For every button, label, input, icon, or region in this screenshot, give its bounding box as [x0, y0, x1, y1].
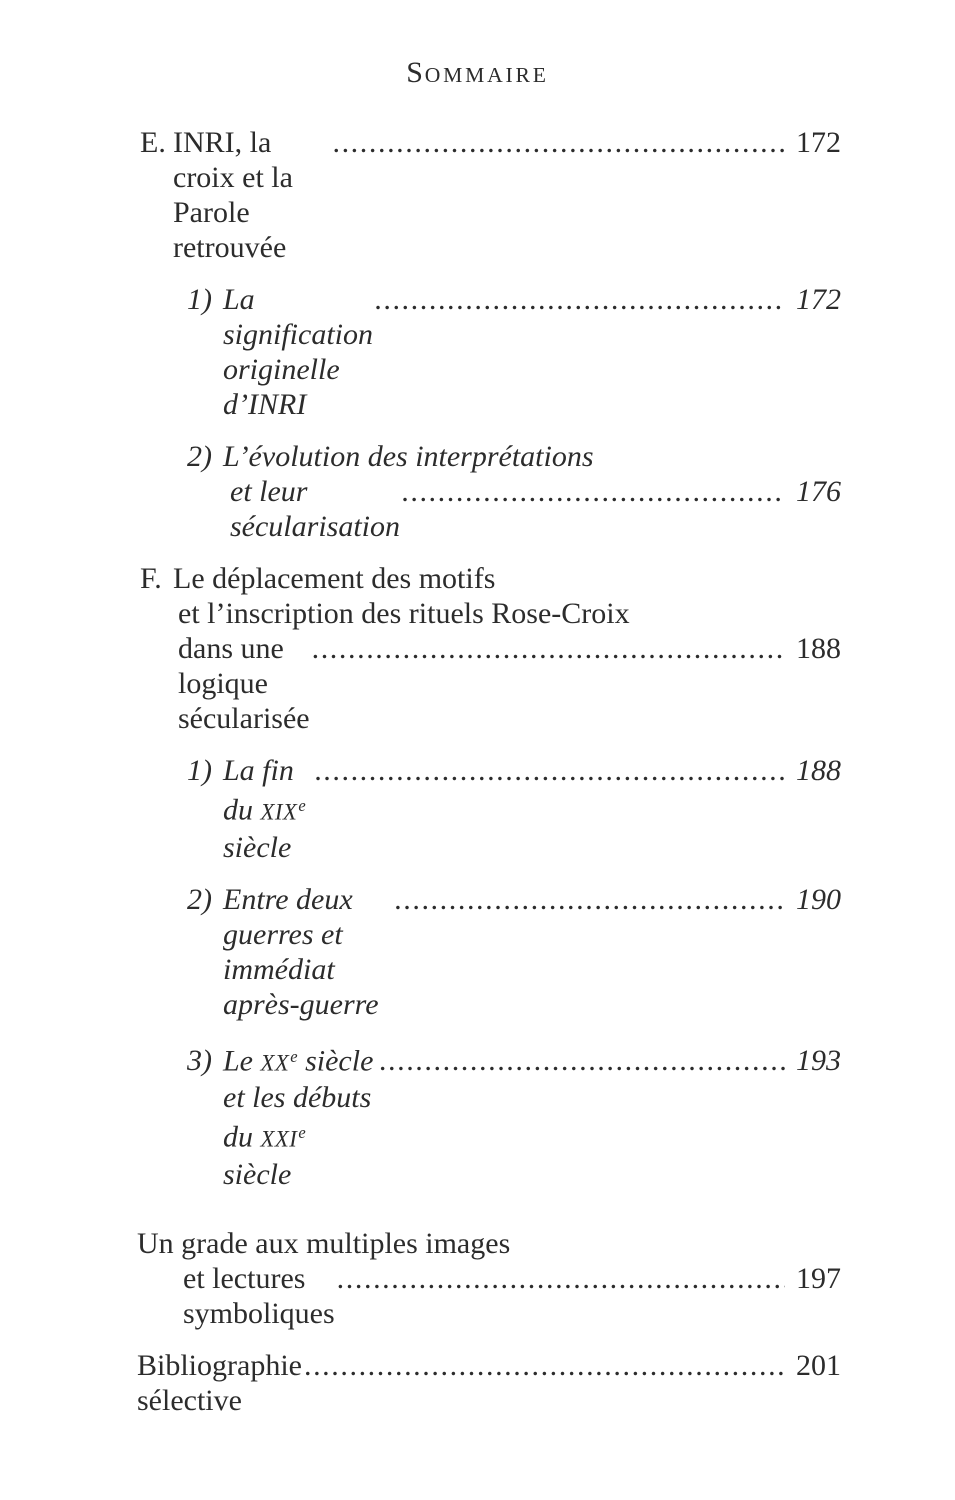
toc-entry-text [223, 1039, 381, 1192]
title-initial: S [406, 56, 425, 89]
text-segment: siècle et les débuts du [223, 1044, 381, 1154]
ordinal-superscript: e [298, 796, 306, 815]
toc-line [187, 439, 841, 474]
text-segment: INRI, la croix et la Parole retrouvée [173, 126, 301, 264]
toc-page-number: 193 [796, 1044, 841, 1078]
toc-page-number: 176 [796, 475, 841, 508]
ordinal-superscript: e [290, 1046, 298, 1066]
dot-leader [304, 1348, 785, 1383]
toc-entry-text [178, 596, 630, 631]
roman-numeral-smallcaps: XIX [260, 799, 298, 825]
page-title [0, 0, 955, 92]
toc-line [187, 1039, 841, 1192]
toc-entry [0, 282, 841, 422]
toc-entry-text [223, 439, 594, 474]
toc-page-number: 172 [796, 126, 841, 159]
toc-list [0, 125, 955, 1418]
text-segment: dans une logique sécularisée [178, 632, 310, 735]
toc-entry [0, 1348, 841, 1418]
toc-entry-text [230, 474, 400, 544]
text-segment: et l’inscription des rituels Rose-Croix [178, 597, 630, 630]
toc-entry-text [178, 631, 310, 736]
text-segment: Entre deux guerres et immédiat après-guerre [223, 882, 379, 1021]
dot-leader [402, 474, 785, 509]
toc-entry [0, 1226, 841, 1331]
toc-entry [0, 561, 841, 736]
roman-numeral-smallcaps: XXI [260, 1126, 298, 1152]
text-segment: et lectures symboliques [183, 1261, 335, 1330]
toc-line [137, 1348, 841, 1418]
toc-entry-text [183, 1261, 335, 1331]
toc-line [230, 474, 841, 544]
text-segment: Le déplacement des motifs [173, 562, 496, 595]
toc-page-number: 172 [796, 283, 841, 316]
toc-page-number: 188 [796, 632, 841, 665]
toc-line [140, 125, 841, 265]
toc-entry-label: 1) [187, 754, 212, 787]
toc-entry-label: 2) [187, 882, 212, 916]
toc-entry [0, 125, 841, 265]
text-segment: La signification originelle d’INRI [223, 283, 381, 421]
dot-leader [337, 1261, 785, 1296]
toc-line [183, 1261, 841, 1331]
toc-entry-text [137, 1226, 510, 1261]
toc-entry-label: E. [140, 126, 166, 159]
toc-entry-text [223, 282, 381, 422]
text-segment: Bibliographie sélective [137, 1348, 310, 1417]
toc-entry-text [173, 561, 495, 596]
toc-entry-label: F. [140, 562, 162, 595]
toc-entry-label: 2) [187, 440, 212, 473]
toc-page-number: 201 [796, 1348, 841, 1382]
text-segment: La fin du [223, 754, 302, 827]
text-segment: siècle [223, 793, 314, 864]
dot-leader [395, 882, 785, 917]
ordinal-superscript: e [298, 1123, 306, 1143]
text-segment: et leur sécularisation [230, 475, 400, 543]
roman-numeral-smallcaps: XX [260, 1050, 290, 1076]
toc-line [178, 596, 841, 631]
toc-entry-text [137, 1348, 310, 1418]
toc-entry-label: 1) [187, 283, 212, 316]
dot-leader [315, 753, 785, 788]
text-segment: Le [223, 1044, 261, 1078]
toc-line [187, 882, 841, 1022]
text-segment: Un grade aux multiples images [137, 1226, 511, 1260]
dot-leader [312, 631, 785, 666]
toc-entry-text [173, 125, 330, 265]
toc-entry [0, 1039, 841, 1192]
toc-page-number: 188 [796, 754, 841, 787]
toc-entry [0, 439, 841, 544]
title-smallcaps: OMMAIRE [424, 63, 549, 87]
toc-entry [0, 753, 841, 865]
toc-line [187, 753, 841, 865]
toc-line [137, 1226, 841, 1261]
toc-line [178, 631, 841, 736]
text-segment: L’évolution des interprétations [223, 440, 594, 473]
dot-leader [375, 282, 785, 317]
toc-page-number: 197 [796, 1261, 841, 1295]
text-segment: siècle [223, 1120, 314, 1191]
dot-leader [380, 1043, 785, 1078]
toc-entry-label: 3) [187, 1044, 212, 1078]
toc-entry-text [223, 882, 393, 1022]
toc-entry [0, 882, 841, 1022]
toc-line [140, 561, 841, 596]
toc-line [187, 282, 841, 422]
toc-entry-text [223, 753, 313, 865]
dot-leader [332, 125, 785, 160]
toc-page-number: 190 [796, 882, 841, 916]
